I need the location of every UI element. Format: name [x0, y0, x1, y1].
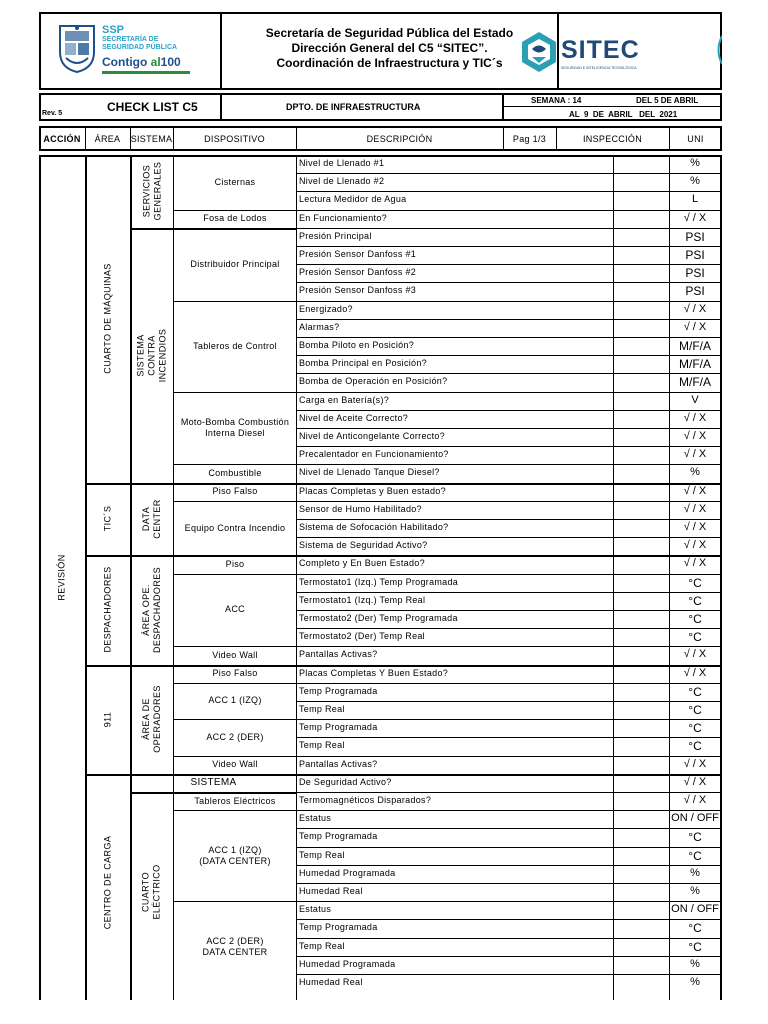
- device-label: Tableros Eléctricos: [194, 795, 276, 806]
- area-text: TIC´S: [102, 506, 113, 532]
- row-unit: √ / X: [683, 320, 707, 333]
- row-description: Estatus: [299, 904, 332, 915]
- system-label: [131, 665, 173, 774]
- col-descripcion: DESCRIPCIÓN: [366, 133, 433, 144]
- row-description: Estatus: [299, 813, 332, 824]
- row-description: Lectura Medidor de Agua: [299, 194, 407, 205]
- device-label: Combustible: [208, 467, 262, 478]
- sub-div-1: [220, 93, 222, 121]
- inspection-input-a[interactable]: [557, 611, 612, 627]
- inspection-input-a[interactable]: [557, 484, 612, 500]
- inspection-input-a[interactable]: [557, 793, 612, 809]
- row-unit: L: [691, 193, 699, 206]
- device-label: Piso Falso: [212, 668, 258, 679]
- row-unit: √ / X: [683, 539, 707, 552]
- area-line: [85, 774, 720, 776]
- row-unit: M/F/A: [679, 339, 711, 353]
- inspection-input-a[interactable]: [557, 647, 612, 663]
- area-line: [85, 483, 720, 485]
- inspection-input-b[interactable]: [614, 593, 668, 609]
- date-from-label: DEL 5 DE ABRIL: [636, 96, 699, 105]
- inspection-input-a[interactable]: [557, 356, 612, 372]
- row-description: Temp Programada: [299, 922, 378, 933]
- row-unit: °C: [688, 630, 702, 645]
- row-description: De Seguridad Activo?: [299, 776, 392, 787]
- system-text: SISTEMA CONTRA INCENDIOS: [135, 328, 168, 382]
- system-text: DATA CENTER: [141, 499, 162, 539]
- row-unit: √ / X: [683, 211, 707, 224]
- inspection-input-b[interactable]: [614, 575, 668, 591]
- inspection-input-b[interactable]: [614, 902, 668, 918]
- row-unit: PSI: [685, 284, 705, 299]
- row-unit: PSI: [685, 266, 705, 281]
- row-unit: °C: [688, 612, 702, 626]
- inspection-input-a[interactable]: [557, 465, 612, 481]
- inspection-input-b[interactable]: [614, 265, 668, 281]
- inspection-input-b[interactable]: [614, 520, 668, 536]
- system-label: [131, 228, 173, 483]
- inspection-input-b[interactable]: [614, 684, 668, 700]
- inspection-input-b[interactable]: [614, 356, 668, 372]
- inspection-input-a[interactable]: [557, 757, 612, 773]
- title-line-3: Coordinación de Infraestructura y TIC´s: [276, 56, 503, 70]
- inspection-input-a[interactable]: [557, 738, 612, 754]
- inspection-input-a[interactable]: [557, 320, 612, 336]
- device-label: ACC 1 (IZQ): [208, 695, 262, 706]
- inspection-input-a[interactable]: [557, 666, 612, 682]
- inspection-input-a[interactable]: [557, 265, 612, 281]
- row-unit: √ / X: [683, 557, 707, 570]
- system-label: [131, 483, 173, 556]
- device-label: Piso Falso: [212, 486, 258, 497]
- row-unit: °C: [688, 848, 702, 863]
- inspection-input-a[interactable]: [557, 829, 612, 845]
- sub-mid-line: [502, 106, 722, 107]
- system-label: [131, 155, 173, 228]
- slogan-underline: [102, 71, 190, 74]
- ssp-line3: SEGURIDAD PÚBLICA: [102, 44, 178, 51]
- state-seal-icon: [56, 22, 98, 74]
- area-label: [86, 665, 130, 774]
- inspection-input-a[interactable]: [557, 229, 612, 245]
- row-description: Presión Sensor Danfoss #2: [299, 267, 417, 278]
- area-line: [85, 665, 720, 667]
- system-text: SERVICIOS GENERALES: [141, 162, 162, 221]
- inspection-input-a[interactable]: [557, 393, 612, 409]
- inspection-input-b[interactable]: [614, 556, 668, 572]
- row-description: Temp Real: [299, 704, 345, 714]
- row-description: Bomba Piloto en Posición?: [299, 340, 415, 350]
- department-label: DPTO. DE INFRAESTRUCTURA: [286, 102, 421, 112]
- row-description: Carga en Batería(s)?: [299, 394, 390, 405]
- device-label: ACC 2 (DER): [206, 731, 264, 742]
- row-unit: °C: [688, 939, 702, 954]
- row-description: Termostato1 (Izq.) Temp Real: [299, 594, 426, 605]
- inspection-input-b[interactable]: [614, 429, 668, 445]
- inspection-input-a[interactable]: [557, 957, 612, 973]
- checklist-title: CHECK LIST C5: [107, 100, 198, 114]
- system-label: SISTEMA: [190, 777, 237, 789]
- row-description: Termostato2 (Der) Temp Real: [299, 631, 425, 642]
- row-description: Humedad Real: [299, 977, 363, 987]
- row-description: Presión Sensor Danfoss #3: [299, 285, 417, 296]
- inspection-input-b[interactable]: [614, 920, 668, 936]
- row-description: Bomba Principal en Posición?: [299, 358, 427, 369]
- row-unit: √ / X: [683, 430, 707, 442]
- area-label: [86, 483, 130, 556]
- row-unit: °C: [688, 703, 702, 717]
- inspection-input-a[interactable]: [557, 593, 612, 609]
- device-label: ACC 1 (IZQ) (DATA CENTER): [199, 844, 271, 866]
- inspection-input-b[interactable]: [614, 211, 668, 227]
- device-label: ACC 2 (DER) DATA CENTER: [202, 935, 268, 957]
- row-description: Sistema de Seguridad Activo?: [299, 540, 428, 551]
- inspection-input-a[interactable]: [557, 902, 612, 918]
- row-unit: √ / X: [683, 757, 707, 770]
- device-label: Piso: [225, 558, 245, 569]
- inspection-input-b[interactable]: [614, 793, 668, 809]
- device-label: Tableros de Control: [193, 340, 277, 351]
- inspection-input-a[interactable]: [557, 556, 612, 572]
- row-unit: °C: [688, 921, 702, 936]
- inspection-input-a[interactable]: [557, 884, 612, 900]
- row-unit: °C: [688, 830, 702, 845]
- row-unit: °C: [688, 575, 702, 590]
- inspection-input-b[interactable]: [614, 702, 668, 718]
- row-unit: °C: [688, 739, 702, 754]
- action-label: [40, 155, 85, 1000]
- row-unit: °C: [688, 593, 702, 608]
- inspection-input-a[interactable]: [557, 629, 612, 645]
- inspection-input-b[interactable]: [614, 975, 668, 991]
- inspection-input-a[interactable]: [557, 156, 612, 172]
- row-unit: M/F/A: [679, 357, 711, 372]
- row-unit: √ / X: [683, 302, 707, 315]
- inspection-input-b[interactable]: [614, 156, 668, 172]
- inspection-input-b[interactable]: [614, 666, 668, 682]
- sub-div-2: [502, 93, 504, 121]
- device-label: Distribuidor Principal: [190, 258, 280, 269]
- device-label: Video Wall: [212, 759, 258, 770]
- inspection-input-a[interactable]: [557, 211, 612, 227]
- row-unit: °C: [688, 721, 702, 736]
- row-description: Temp Real: [299, 740, 345, 751]
- row-description: Placas Completas y Buen estado?: [299, 485, 446, 496]
- row-unit: %: [690, 466, 700, 479]
- inspection-input-b[interactable]: [614, 411, 668, 427]
- inspection-input-a[interactable]: [557, 411, 612, 427]
- device-label: Moto-Bomba Combustión Interna Diesel: [180, 416, 290, 438]
- row-unit: √ / X: [683, 484, 707, 497]
- inspection-input-a[interactable]: [557, 775, 612, 791]
- inspection-input-a[interactable]: [557, 302, 612, 318]
- row-description: Alarmas?: [299, 321, 340, 332]
- col-area: ÁREA: [94, 133, 121, 144]
- sitec-emblem-icon: [519, 30, 559, 74]
- inspection-input-a[interactable]: [557, 338, 612, 354]
- inspection-input-b[interactable]: [614, 393, 668, 409]
- system-label: [131, 792, 173, 992]
- sitec-edge-icon: [714, 32, 722, 68]
- inspection-input-a[interactable]: [557, 939, 612, 955]
- row-description: Termostato2 (Der) Temp Programada: [299, 613, 458, 623]
- row-description: Precalentador en Funcionamiento?: [299, 449, 449, 460]
- row-unit: PSI: [685, 229, 705, 244]
- inspection-input-b[interactable]: [614, 866, 668, 882]
- area-label: [86, 555, 130, 664]
- inspection-input-b[interactable]: [614, 465, 668, 481]
- row-description: Temp Real: [299, 940, 345, 951]
- area-text: CUARTO DE MÁQUINAS: [102, 263, 113, 374]
- inspection-input-b[interactable]: [614, 374, 668, 390]
- row-description: Completo y En Buen Estado?: [299, 558, 425, 569]
- inspection-input-b[interactable]: [614, 484, 668, 500]
- row-unit: M/F/A: [679, 375, 711, 390]
- inspection-input-b[interactable]: [614, 174, 668, 190]
- inspection-input-b[interactable]: [614, 338, 668, 354]
- row-description: En Funcionamiento?: [299, 212, 387, 223]
- inspection-input-a[interactable]: [557, 502, 612, 518]
- inspection-input-b[interactable]: [614, 283, 668, 299]
- row-unit: √ / X: [683, 648, 707, 661]
- inspection-input-b[interactable]: [614, 884, 668, 900]
- col-sistema: SISTEMA: [130, 133, 173, 144]
- week-label: SEMANA : 14: [531, 96, 582, 105]
- revision-label: Rev. 5: [42, 110, 63, 117]
- inspection-input-a[interactable]: [557, 429, 612, 445]
- row-unit: %: [690, 175, 700, 188]
- row-unit: %: [690, 957, 700, 970]
- ssp-line2: SECRETARÍA DE: [102, 36, 159, 43]
- inspection-input-b[interactable]: [614, 611, 668, 627]
- inspection-input-a[interactable]: [557, 283, 612, 299]
- inspection-input-b[interactable]: [614, 829, 668, 845]
- inspection-input-b[interactable]: [614, 848, 668, 864]
- col-accion: ACCIÓN: [43, 133, 81, 144]
- inspection-input-b[interactable]: [614, 229, 668, 245]
- row-unit: %: [690, 976, 700, 988]
- device-label: ACC: [225, 604, 245, 615]
- col-uni: UNI: [687, 133, 704, 144]
- inspection-input-a[interactable]: [557, 538, 612, 554]
- row-description: Nivel de Aceite Correcto?: [299, 412, 409, 423]
- row-unit: °C: [688, 684, 702, 699]
- row-unit: ON / OFF: [671, 812, 719, 825]
- inspection-input-b[interactable]: [614, 775, 668, 791]
- row-description: Temp Real: [299, 849, 345, 860]
- sitec-logo: [519, 30, 659, 78]
- inspection-input-b[interactable]: [614, 447, 668, 463]
- area-text: CENTRO DE CARGA: [102, 836, 113, 930]
- row-description: Humedad Programada: [299, 867, 396, 878]
- row-unit: √ / X: [683, 521, 707, 533]
- inspection-input-b[interactable]: [614, 302, 668, 318]
- row-description: Termostato1 (Izq.) Temp Programada: [299, 576, 459, 587]
- inspection-input-a[interactable]: [557, 684, 612, 700]
- row-unit: √ / X: [683, 666, 707, 679]
- row-description: Temp Programada: [299, 685, 378, 696]
- row-unit: √ / X: [683, 448, 707, 461]
- row-description: Nivel de Llenado Tanque Diesel?: [299, 467, 440, 478]
- date-to-label: AL 9 DE ABRIL DEL 2021: [569, 110, 678, 119]
- inspection-input-b[interactable]: [614, 738, 668, 754]
- area-text: DESPACHADORES: [102, 566, 113, 654]
- row-description: Nivel de Anticongelante Correcto?: [299, 431, 445, 441]
- row-description: Temp Programada: [299, 722, 378, 733]
- system-text: CUARTO ELÉCTRICO: [141, 864, 163, 920]
- row-unit: √ / X: [683, 794, 707, 806]
- inspection-input-a[interactable]: [557, 247, 612, 263]
- row-description: Placas Completas Y Buen Estado?: [299, 667, 449, 678]
- col-dispositivo: DISPOSITIVO: [204, 133, 265, 144]
- inspection-input-b[interactable]: [614, 538, 668, 554]
- inspection-input-a[interactable]: [557, 702, 612, 718]
- col-page: Pag 1/3: [512, 133, 547, 144]
- row-description: Temp Programada: [299, 831, 378, 842]
- row-description: Sistema de Sofocación Habilitado?: [299, 522, 449, 532]
- page-title: [222, 26, 557, 71]
- sitec-name: SITEC: [561, 36, 640, 64]
- row-description: Sensor de Humo Habilitado?: [299, 503, 422, 514]
- row-unit: √ / X: [683, 775, 707, 788]
- inspection-input-a[interactable]: [557, 174, 612, 190]
- inspection-input-a[interactable]: [557, 520, 612, 536]
- inspection-input-b[interactable]: [614, 629, 668, 645]
- row-unit: PSI: [685, 248, 705, 262]
- title-line-1: Secretaría de Seguridad Pública del Estado: [265, 26, 514, 40]
- row-description: Pantallas Activas?: [299, 758, 378, 769]
- row-unit: √ / X: [683, 411, 707, 424]
- slogan: Contigo al100: [102, 55, 181, 69]
- inspection-input-a[interactable]: [557, 575, 612, 591]
- inspection-input-a[interactable]: [557, 848, 612, 864]
- row-description: Energizado?: [299, 303, 353, 314]
- row-unit: ON / OFF: [671, 903, 719, 916]
- device-label: Cisternas: [214, 176, 256, 187]
- inspection-input-b[interactable]: [614, 502, 668, 518]
- ssp-acronym: SSP: [102, 24, 125, 36]
- row-unit: %: [690, 866, 700, 879]
- row-unit: %: [690, 157, 700, 169]
- system-text: ÁREA OPE. DESPACHADORES: [141, 566, 163, 654]
- row-unit: √ / X: [683, 502, 707, 515]
- inspection-input-b[interactable]: [614, 647, 668, 663]
- col-inspeccion: INSPECCIÓN: [582, 133, 642, 144]
- inspection-input-b[interactable]: [614, 957, 668, 973]
- inspection-input-b[interactable]: [614, 192, 668, 208]
- inspection-input-b[interactable]: [614, 757, 668, 773]
- row-description: Nivel de Llenado #2: [299, 176, 385, 187]
- row-description: Pantallas Activas?: [299, 649, 378, 660]
- row-description: Presión Principal: [299, 230, 372, 241]
- inspection-input-a[interactable]: [557, 975, 612, 991]
- area-label: [86, 774, 130, 992]
- inspection-input-a[interactable]: [557, 866, 612, 882]
- inspection-input-b[interactable]: [614, 320, 668, 336]
- inspection-input-a[interactable]: [557, 920, 612, 936]
- ssp-logo: [56, 22, 206, 77]
- inspection-input-a[interactable]: [557, 447, 612, 463]
- action-text: REVISIÓN: [57, 554, 67, 601]
- inspection-input-a[interactable]: [557, 374, 612, 390]
- inspection-input-b[interactable]: [614, 720, 668, 736]
- inspection-input-b[interactable]: [614, 811, 668, 827]
- inspection-input-a[interactable]: [557, 720, 612, 736]
- system-label: [131, 555, 173, 664]
- title-line-2: Dirección General del C5 “SITEC”.: [291, 41, 488, 55]
- area-text: 911: [102, 711, 113, 727]
- inspection-input-b[interactable]: [614, 247, 668, 263]
- row-description: Humedad Real: [299, 886, 363, 896]
- row-description: Presión Sensor Danfoss #1: [299, 249, 417, 259]
- row-description: Humedad Programada: [299, 958, 396, 969]
- device-label: Fosa de Lodos: [203, 213, 267, 224]
- row-unit: V: [691, 393, 699, 406]
- row-description: Nivel de Llenado #1: [299, 158, 385, 168]
- area-label: [86, 155, 130, 483]
- sitec-tagline: SEGURIDAD E INTELIGENCIA TECNOLÓGICA: [561, 66, 637, 70]
- table-border-right: [720, 155, 722, 1000]
- inspection-input-b[interactable]: [614, 939, 668, 955]
- area-line: [85, 555, 720, 557]
- inspection-input-a[interactable]: [557, 811, 612, 827]
- row-description: Bomba de Operación en Posición?: [299, 376, 448, 387]
- row-unit: %: [690, 885, 700, 897]
- system-text: ÁREA DE OPERADORES: [141, 685, 163, 753]
- device-label: Video Wall: [212, 649, 258, 660]
- row-description: Termomagnéticos Disparados?: [299, 795, 432, 805]
- inspection-input-a[interactable]: [557, 192, 612, 208]
- device-label: Equipo Contra Incendio: [184, 522, 286, 533]
